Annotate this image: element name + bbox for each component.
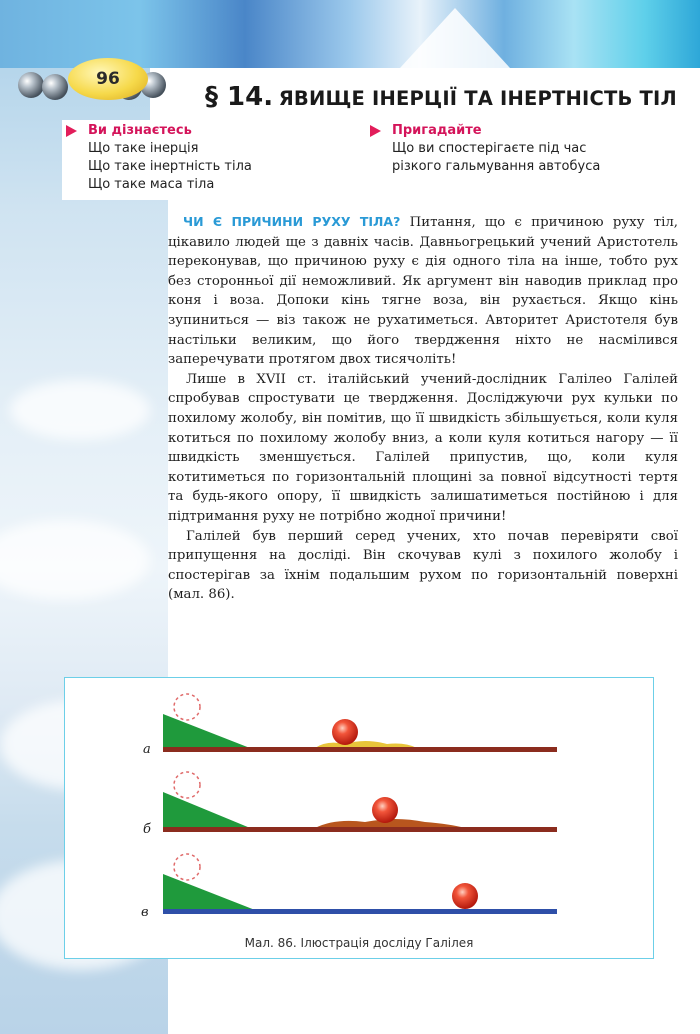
learn-item: Що таке інерція [88,141,199,156]
slope [163,792,255,830]
figure-galileo-experiment [64,677,654,959]
learn-item: Що таке інертність тіла [88,159,252,174]
cloud [10,380,150,440]
arrow-icon [370,125,381,137]
page-number: 96 [68,58,148,100]
page-title [205,82,677,112]
paragraph: Лише в XVII ст. італійський учений-дослідник Галілео Галілей спробував спростувати це твердження. Досліджуючи рух кульки по похилому жолобу, він помітив, що її швидкість збільшується, коли куля котиться по похилому жолобу вниз, а коли куля котиться нагору — її швидкість зменшується. Галілей припустив, що, коли куля котитиметься по горизонтальній площині за повної відсутності тертя та будь-якого опору, її швидкість залишатиметься постійною і для підтримання руху не потрібно жодної причини! [168,371,678,524]
row-a [143,694,557,757]
row-label: а [143,742,151,757]
ball [332,719,358,745]
objectives-box [62,120,622,200]
ground-line [163,747,557,752]
figure-illustration [65,678,653,936]
arrow-icon [66,125,77,137]
row-b [143,772,557,837]
row-v [141,854,557,920]
recall-item: Що ви спостерігаєте під час [392,141,587,156]
recall-heading: Пригадайте [392,123,482,138]
learn-heading: Ви дізнаєтесь [88,123,192,138]
paragraph-keyword: ЧИ Є ПРИЧИНИ РУХУ ТІЛА? [183,214,401,229]
recall-column [392,122,600,176]
row-label: б [143,822,151,837]
body-text [168,212,678,605]
recall-item: різкого гальмування автобуса [392,159,601,174]
paragraph [168,212,678,370]
ground-line [163,827,557,832]
cloud [0,520,150,600]
paragraph: Галілей був перший серед учених, хто почав перевіряти свої припущення на досліді. Він скочував кулі з похилого жолобу і спостерігав за їхнім подальшим рухом по горизонтальній поверхні (мал. 86). [168,528,678,603]
start-position-ball [174,772,200,798]
section-title: ЯВИЩЕ ІНЕРЦІЇ ТА ІНЕРТНІСТЬ ТІЛ [278,87,677,110]
page-number-badge [18,52,168,108]
ball-icon [42,74,68,100]
ball [452,883,478,909]
learn-column [88,122,252,194]
start-position-ball [174,694,200,720]
slope [163,714,255,750]
sand-surface [315,741,417,748]
ground-line [163,909,557,914]
learn-item: Що таке маса тіла [88,177,215,192]
section-number: § 14. [205,82,274,112]
figure-caption: Мал. 86. Ілюстрація досліду Галілея [244,936,474,950]
paragraph-text: Питання, що є причиною руху тіл, цікавило людей ще з давніх часів. Давньогрецький учений Аристотель переконував, що причиною руху є дія одного тіла на інше, тобто рух без сторонньої дії неможливий. Як аргумент він наводив приклад про коня і воза. Допоки кінь тягне воза, він рухається. Якщо кінь зупиниться — віз також не рухатиметься. Авторитет Аристотеля був настільки великим, що його твердження ніхто не насмілився заперечувати протягом двох тисячоліть! [168,215,679,368]
mountain-icon [400,8,510,68]
ball [372,797,398,823]
row-label: в [141,905,149,920]
ball-icon [18,72,44,98]
slope [163,874,255,910]
start-position-ball [174,854,200,880]
